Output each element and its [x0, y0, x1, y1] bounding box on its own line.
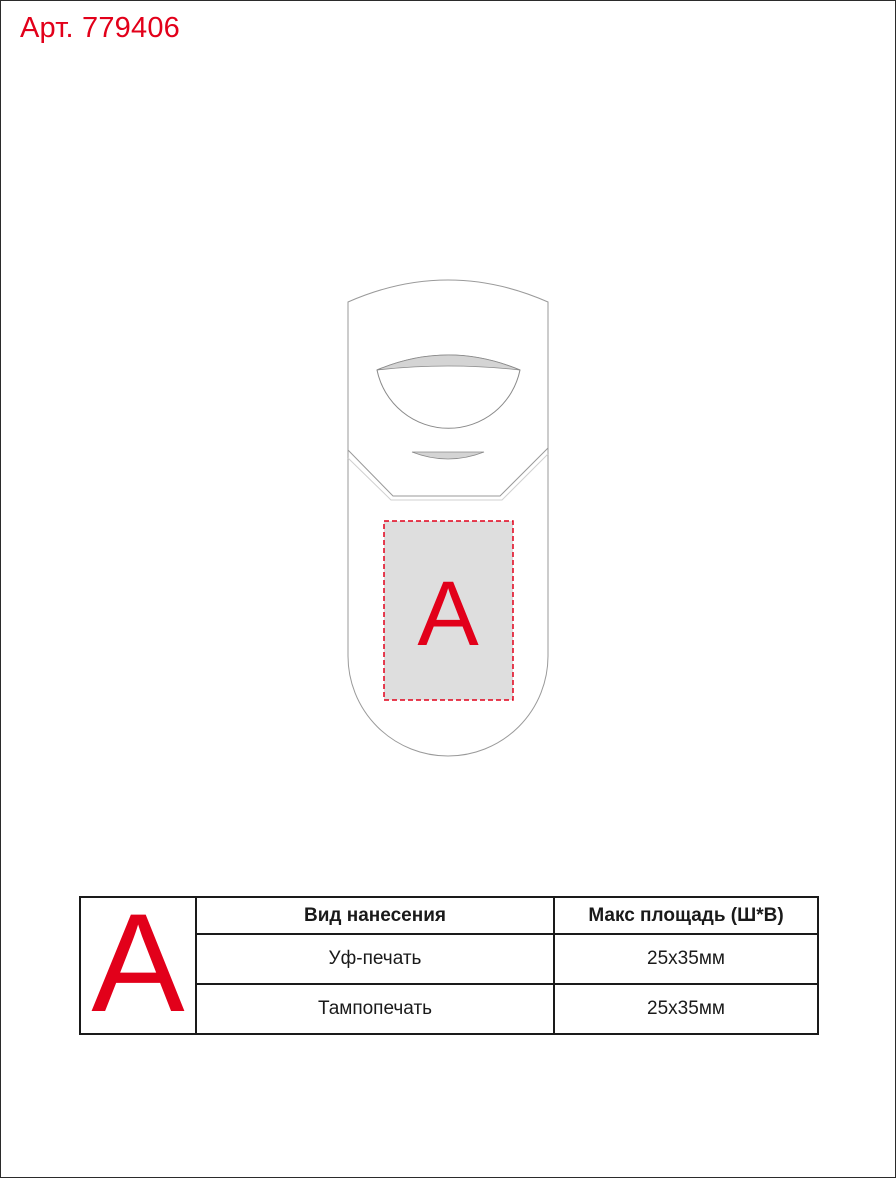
table-zone-letter-cell — [80, 883, 196, 1041]
area-cell: 25x35мм — [554, 984, 818, 1034]
header-method: Вид нанесения — [196, 897, 554, 934]
table-zone-letter: A — [91, 883, 185, 1041]
method-cell: Уф-печать — [196, 934, 554, 984]
method-cell: Тампопечать — [196, 984, 554, 1034]
area-cell: 25x35мм — [554, 934, 818, 984]
header-area: Макс площадь (Ш*В) — [554, 897, 818, 934]
print-spec-table — [79, 883, 819, 1041]
article-number: Арт. 779406 — [20, 12, 180, 44]
print-zone-letter: A — [417, 563, 479, 665]
